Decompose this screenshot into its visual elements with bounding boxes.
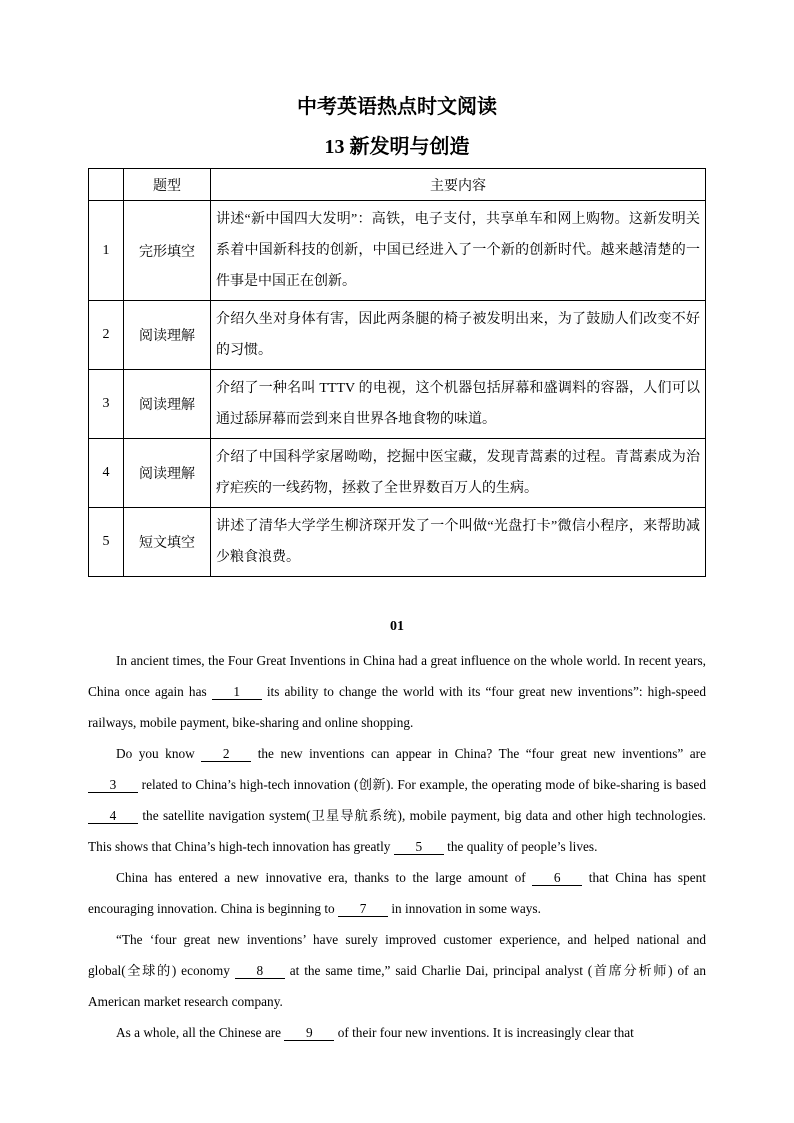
document-subtitle: 13 新发明与创造 (324, 136, 470, 158)
blank-2: 2 (201, 746, 251, 762)
text-segment: at the same time,” said Charlie Dai, principal analyst (首席分析师) of an American market research company. (88, 963, 706, 1009)
text-segment: that China has spent encouraging innovation. China is beginning to (88, 870, 706, 916)
column-header-content: 主要内容 (211, 169, 706, 201)
summary-table (88, 168, 706, 577)
column-header-number (89, 169, 124, 201)
table-row (89, 301, 706, 370)
passage-paragraph-5 (88, 1017, 706, 1048)
row-number: 4 (89, 439, 124, 508)
row-number: 3 (89, 370, 124, 439)
section-label: 01 (390, 619, 404, 634)
document-page (88, 90, 706, 1048)
row-number: 1 (89, 201, 124, 301)
row-content: 介绍了中国科学家屠呦呦，挖掘中医宝藏，发现青蒿素的过程。青蒿素成为治疗疟疾的一线药物，拯救了全世界数百万人的生病。 (211, 439, 706, 508)
table-row (89, 201, 706, 301)
blank-7: 7 (338, 901, 388, 917)
document-title: 中考英语热点时文阅读 (297, 96, 497, 118)
row-type: 阅读理解 (124, 301, 211, 370)
text-segment: “The ‘four great new inventions’ have surely improved customer experience, and helped national and global(全球的) economy (88, 932, 706, 978)
blank-9: 9 (284, 1025, 334, 1041)
blank-6: 6 (532, 870, 582, 886)
blank-3: 3 (88, 777, 138, 793)
row-number: 2 (89, 301, 124, 370)
blank-4: 4 (88, 808, 138, 824)
text-segment: its ability to change the world with its “four great new inventions”: high-speed railways, mobile payment, bike-sharing and online shopping. (88, 684, 706, 730)
row-number: 5 (89, 508, 124, 577)
text-segment: As a whole, all the Chinese are (116, 1025, 285, 1040)
text-segment: the quality of people’s lives. (443, 839, 598, 854)
text-segment: China has entered a new innovative era, thanks to the large amount of (116, 870, 533, 885)
text-segment: of their four new inventions. It is increasingly clear that (334, 1025, 634, 1040)
row-type: 阅读理解 (124, 370, 211, 439)
row-type: 短文填空 (124, 508, 211, 577)
passage-paragraph-4 (88, 924, 706, 1017)
table-row (89, 508, 706, 577)
blank-5: 5 (394, 839, 444, 855)
row-content: 介绍久坐对身体有害，因此两条腿的椅子被发明出来，为了鼓励人们改变不好的习惯。 (211, 301, 706, 370)
text-segment: the new inventions can appear in China? The “four great new inventions” are (251, 746, 707, 761)
blank-1: 1 (212, 684, 262, 700)
passage-paragraph-3 (88, 862, 706, 924)
row-type: 完形填空 (124, 201, 211, 301)
table-header-row (89, 169, 706, 201)
text-segment: Do you know (116, 746, 202, 761)
text-segment: related to China’s high-tech innovation (创新). For example, the operating mode of bike-sharing is based (138, 777, 706, 792)
row-type: 阅读理解 (124, 439, 211, 508)
column-header-type: 题型 (124, 169, 211, 201)
blank-8: 8 (235, 963, 285, 979)
row-content: 介绍了一种名叫 TTTV 的电视，这个机器包括屏幕和盛调料的容器，人们可以通过舔屏幕而尝到来自世界各地食物的味道。 (211, 370, 706, 439)
passage-paragraph-1 (88, 645, 706, 738)
row-content: 讲述“新中国四大发明”：高铁，电子支付，共享单车和网上购物。这新发明关系着中国新科技的创新，中国已经进入了一个新的创新时代。越来越清楚的一件事是中国正在创新。 (211, 201, 706, 301)
text-segment: the satellite navigation system(卫星导航系统), mobile payment, big data and other high technologies. This shows that China’s high-tech innovation has greatly (88, 808, 706, 854)
text-segment: In ancient times, the Four Great Inventions in China had a great influence on the whole world. In recent years, China once again has (88, 653, 706, 699)
table-row (89, 370, 706, 439)
table-row (89, 439, 706, 508)
row-content: 讲述了清华大学学生柳济琛开发了一个叫做“光盘打卡”微信小程序，来帮助减少粮食浪费。 (211, 508, 706, 577)
text-segment: in innovation in some ways. (388, 901, 541, 916)
passage-paragraph-2 (88, 738, 706, 862)
